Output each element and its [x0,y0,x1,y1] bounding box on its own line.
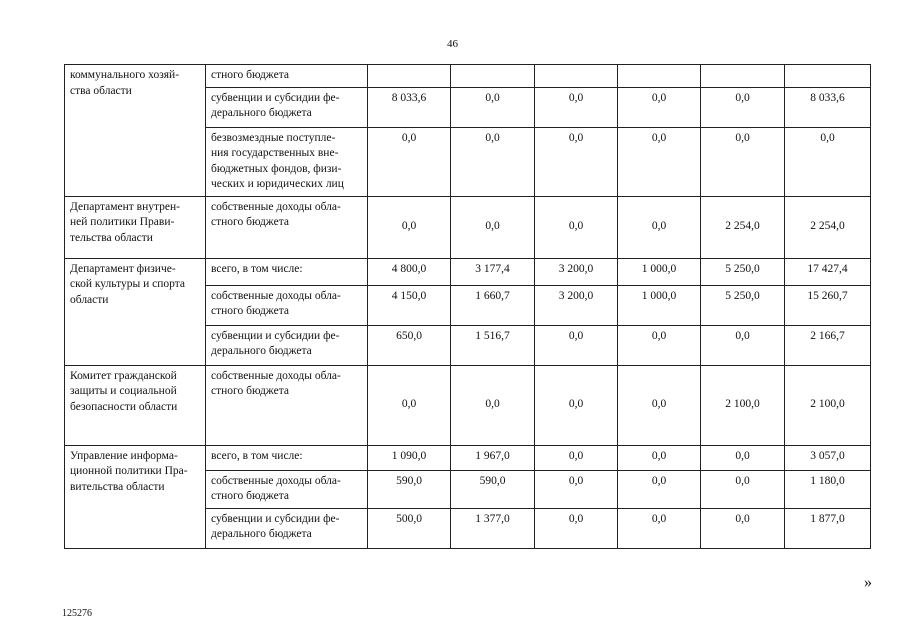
value-cell: 0,0 [535,325,618,365]
value-cell: 0,0 [451,87,535,127]
value-cell: 0,0 [451,196,535,258]
value-cell: 0,0 [535,508,618,548]
value-cell: 4 150,0 [368,285,451,325]
value-cell [618,65,701,88]
value-cell: 0,0 [618,445,701,470]
closing-quote-mark: » [864,574,872,591]
organization-cell: Департамент физиче- ской культуры и спорта области [65,258,206,365]
value-cell: 1 000,0 [618,258,701,285]
funding-source-cell: субвенции и субсидии фе- дерального бюджета [206,325,368,365]
value-cell: 0,0 [618,196,701,258]
funding-source-cell: безвозмездные поступле- ния государственных вне- бюджетных фондов, физи- ческих и юридических лиц [206,127,368,196]
value-cell: 2 100,0 [785,365,871,445]
value-cell: 4 800,0 [368,258,451,285]
value-cell: 1 516,7 [451,325,535,365]
document-code: 125276 [62,608,92,619]
funding-source-cell: субвенции и субсидии фе- дерального бюджета [206,87,368,127]
value-cell: 0,0 [368,365,451,445]
value-cell: 0,0 [451,127,535,196]
funding-source-cell: всего, в том числе: [206,258,368,285]
value-cell: 0,0 [701,325,785,365]
value-cell: 3 200,0 [535,285,618,325]
organization-cell: Комитет гражданской защиты и социальной безопасности области [65,365,206,445]
value-cell: 0,0 [535,445,618,470]
value-cell: 590,0 [451,470,535,508]
value-cell: 5 250,0 [701,258,785,285]
value-cell: 17 427,4 [785,258,871,285]
organization-cell: коммунального хозяй- ства области [65,65,206,197]
value-cell: 0,0 [701,508,785,548]
value-cell: 1 967,0 [451,445,535,470]
value-cell: 500,0 [368,508,451,548]
funding-source-cell: собственные доходы обла- стного бюджета [206,196,368,258]
value-cell: 0,0 [701,87,785,127]
value-cell: 0,0 [701,470,785,508]
value-cell: 0,0 [368,196,451,258]
value-cell: 0,0 [535,127,618,196]
funding-source-cell: стного бюджета [206,65,368,88]
value-cell: 590,0 [368,470,451,508]
value-cell: 0,0 [701,445,785,470]
value-cell: 2 254,0 [701,196,785,258]
table-row [65,445,871,470]
value-cell: 0,0 [535,470,618,508]
value-cell: 5 250,0 [701,285,785,325]
value-cell [368,65,451,88]
value-cell: 0,0 [618,508,701,548]
value-cell: 2 100,0 [701,365,785,445]
value-cell: 3 057,0 [785,445,871,470]
value-cell: 8 033,6 [785,87,871,127]
value-cell: 1 090,0 [368,445,451,470]
value-cell: 0,0 [618,325,701,365]
value-cell: 1 180,0 [785,470,871,508]
page-number: 46 [447,38,458,50]
value-cell: 3 177,4 [451,258,535,285]
value-cell: 8 033,6 [368,87,451,127]
value-cell: 0,0 [535,87,618,127]
value-cell: 0,0 [618,127,701,196]
value-cell: 0,0 [618,87,701,127]
funding-source-cell: собственные доходы обла- стного бюджета [206,470,368,508]
value-cell: 0,0 [535,365,618,445]
table-row [65,65,871,88]
table-row [65,196,871,258]
value-cell: 0,0 [368,127,451,196]
funding-source-cell: собственные доходы обла- стного бюджета [206,285,368,325]
funding-source-cell: всего, в том числе: [206,445,368,470]
organization-cell: Управление информа- ционной политики Пра- вительства области [65,445,206,548]
value-cell: 650,0 [368,325,451,365]
value-cell: 0,0 [618,470,701,508]
value-cell: 2 166,7 [785,325,871,365]
value-cell: 1 377,0 [451,508,535,548]
value-cell [701,65,785,88]
value-cell: 1 000,0 [618,285,701,325]
value-cell: 3 200,0 [535,258,618,285]
value-cell: 15 260,7 [785,285,871,325]
value-cell: 1 660,7 [451,285,535,325]
funding-source-cell: субвенции и субсидии фе- дерального бюджета [206,508,368,548]
value-cell [535,65,618,88]
value-cell [785,65,871,88]
table-row [65,365,871,445]
table-row [65,258,871,285]
value-cell: 0,0 [451,365,535,445]
value-cell: 2 254,0 [785,196,871,258]
budget-table [64,64,871,549]
value-cell: 0,0 [535,196,618,258]
value-cell: 1 877,0 [785,508,871,548]
organization-cell: Департамент внутрен- ней политики Прави- тельства области [65,196,206,258]
funding-source-cell: собственные доходы обла- стного бюджета [206,365,368,445]
value-cell: 0,0 [618,365,701,445]
value-cell: 0,0 [785,127,871,196]
value-cell [451,65,535,88]
value-cell: 0,0 [701,127,785,196]
